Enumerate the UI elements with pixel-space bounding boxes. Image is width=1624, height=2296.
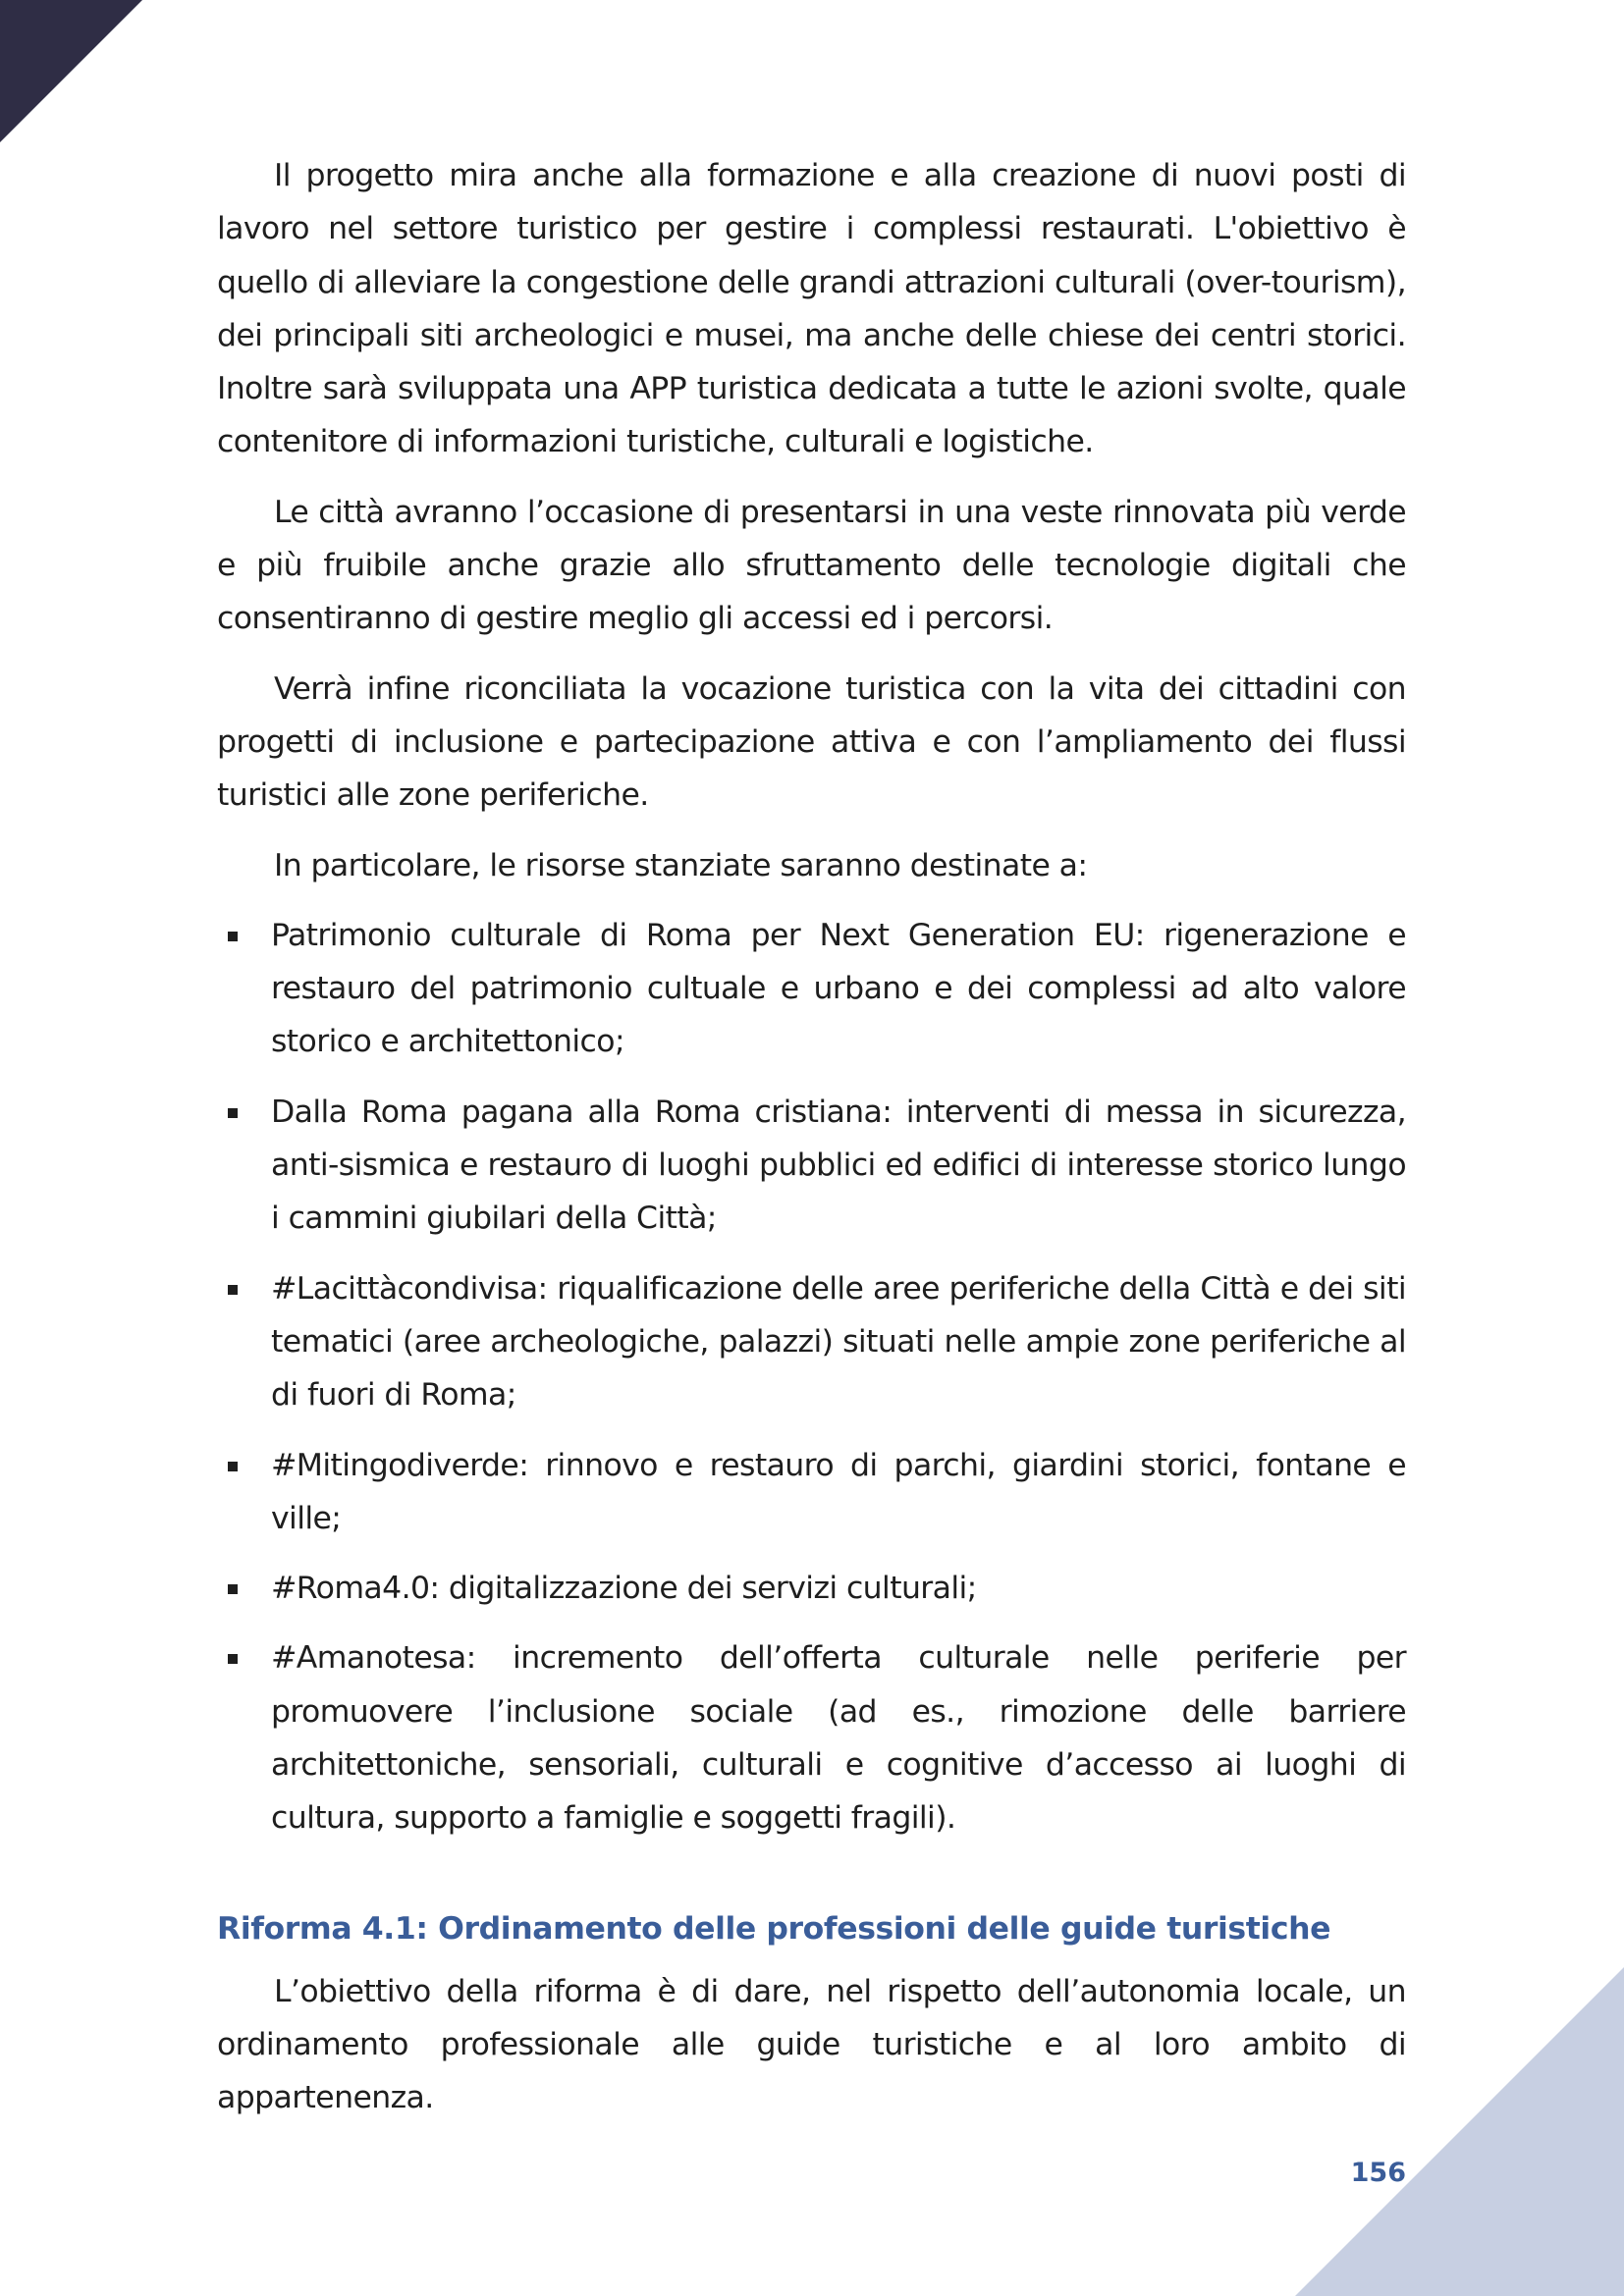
square-bullet-icon: [228, 1462, 238, 1471]
square-bullet-icon: [228, 1108, 238, 1118]
list-item-text: #Lacittàcondivisa: riqualificazione delle aree periferiche della Città e dei siti tematici (aree archeologiche, palazzi) situati nelle ampie zone periferiche al di fuori di Roma;: [271, 1270, 1406, 1414]
paragraph-3: Verrà infine riconciliata la vocazione turistica con la vita dei cittadini con progetti di inclusione e partecipazione attiva e con l’ampliamento dei flussi turistici alle zone periferiche.: [217, 670, 1406, 814]
list-item: [160, 1631, 1406, 1844]
paragraph-1: Il progetto mira anche alla formazione e alla creazione di nuovi posti di lavoro nel settore turistico per gestire i complessi restaurati. L'obiettivo è quello di alleviare la congestione delle grandi attrazioni culturali (over-tourism), dei principali siti archeologici e musei, ma anche delle chiese dei centri storici. Inoltre sarà sviluppata una APP turistica dedicata a tutte le azioni svolte, quale contenitore di informazioni turistiche, culturali e logistiche.: [217, 158, 1406, 460]
square-bullet-icon: [228, 1584, 238, 1594]
square-bullet-icon: [228, 932, 238, 941]
list-item: [160, 1262, 1406, 1422]
list-item-text: #Mitingodiverde: rinnovo e restauro di parchi, giardini storici, fontane e ville;: [271, 1447, 1406, 1536]
page-number: 156: [1350, 2158, 1406, 2188]
square-bullet-icon: [228, 1654, 238, 1664]
page-content: [217, 149, 1406, 2142]
list-item: [160, 1086, 1406, 1246]
list-item-text: Patrimonio culturale di Roma per Next Generation EU: rigenerazione e restauro del patrimonio cultuale e urbano e dei complessi ad alto valore storico e architettonico;: [271, 917, 1406, 1060]
list-item: [160, 1439, 1406, 1546]
paragraph-2: Le città avranno l’occasione di presentarsi in una veste rinnovata più verde e più fruibile anche grazie allo sfruttamento delle tecnologie digitali che consentiranno di gestire meglio gli accessi ed i percorsi.: [217, 494, 1406, 637]
resource-list: [217, 909, 1406, 1845]
square-bullet-icon: [228, 1285, 238, 1295]
list-item: [160, 909, 1406, 1069]
list-item-text: #Amanotesa: incremento dell’offerta culturale nelle periferie per promuovere l’inclusione sociale (ad es., rimozione delle barriere architettoniche, sensoriali, culturali e cognitive d’accesso ai luoghi di cultura, supporto a famiglie e soggetti fragili).: [271, 1640, 1406, 1837]
list-intro: In particolare, le risorse stanziate saranno destinate a:: [274, 847, 1088, 883]
corner-decoration-top-left: [0, 0, 142, 142]
section-heading: Riforma 4.1: Ordinamento delle professioni delle guide turistiche: [217, 1910, 1331, 1947]
section-paragraph: L’obiettivo della riforma è di dare, nel rispetto dell’autonomia locale, un ordinamento professionale alle guide turistiche e al loro ambito di appartenenza.: [217, 1973, 1406, 2116]
list-item: [160, 1562, 1406, 1615]
list-item-text: Dalla Roma pagana alla Roma cristiana: interventi di messa in sicurezza, anti-sismica e restauro di luoghi pubblici ed edifici di interesse storico lungo i cammini giubilari della Città;: [271, 1094, 1406, 1237]
list-item-text: #Roma4.0: digitalizzazione dei servizi culturali;: [271, 1571, 977, 1607]
